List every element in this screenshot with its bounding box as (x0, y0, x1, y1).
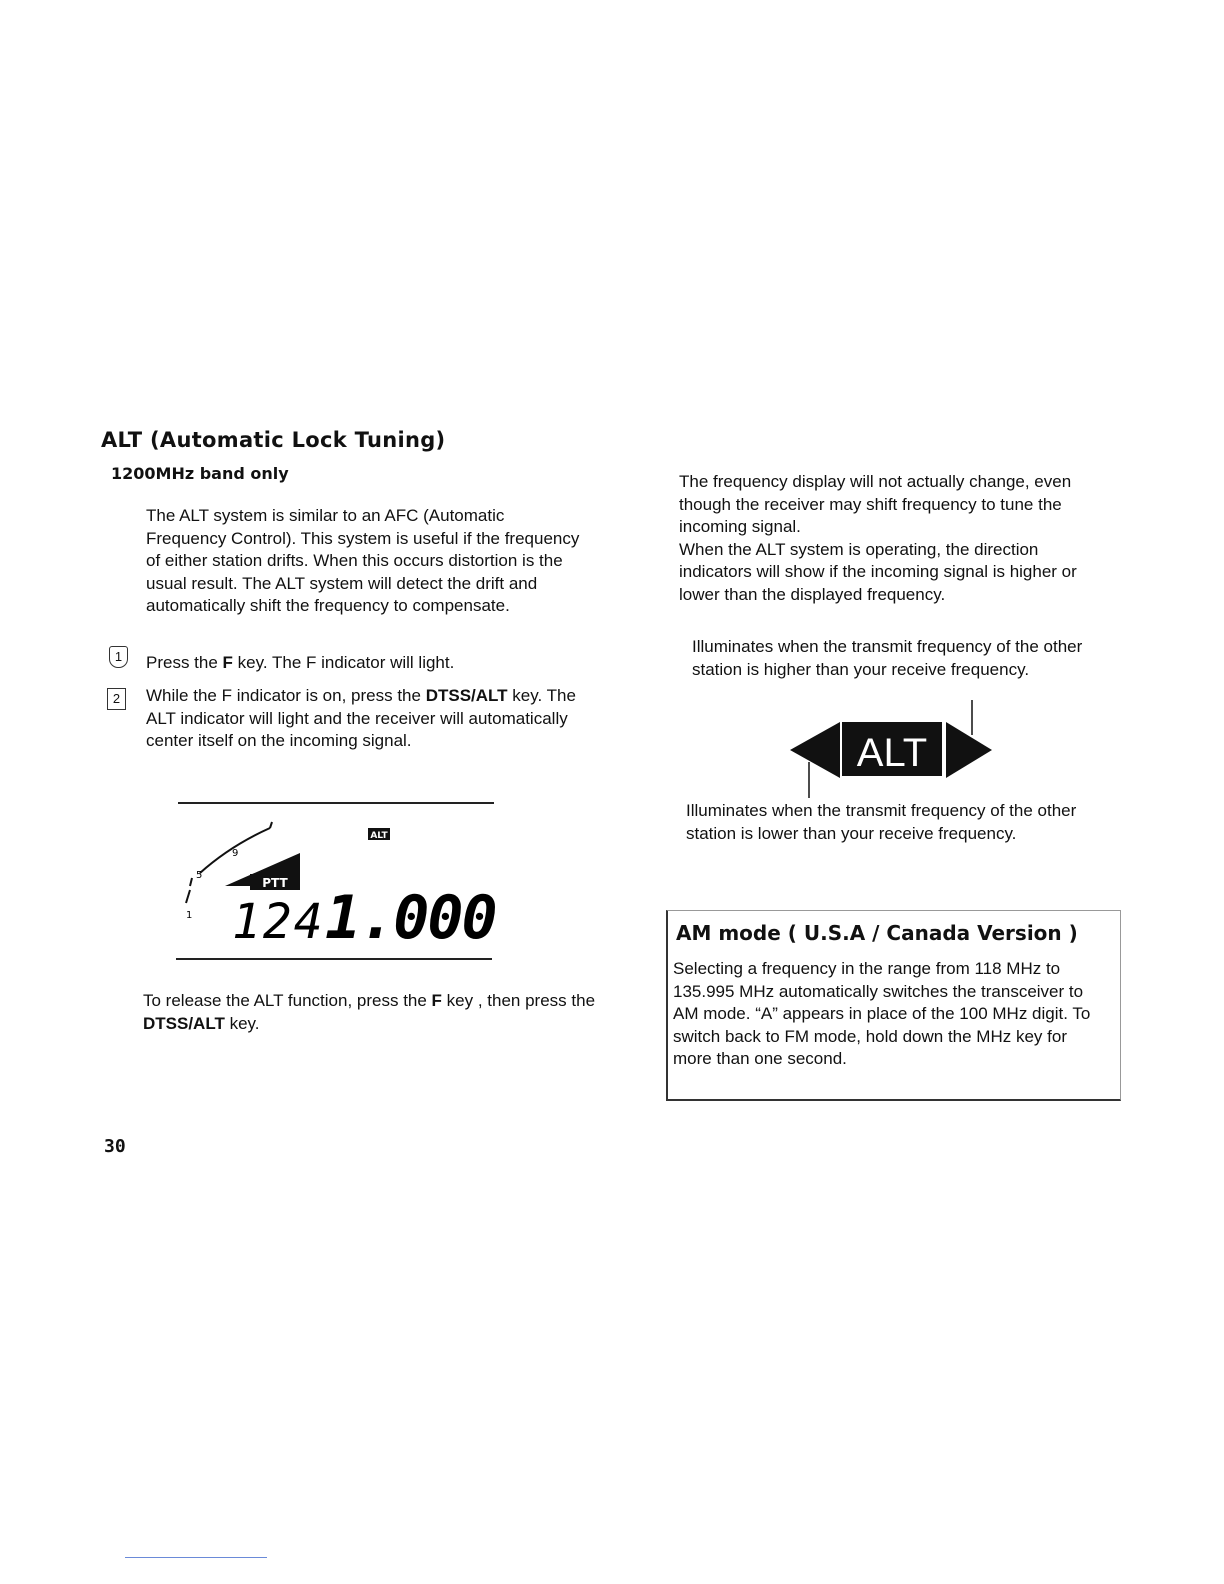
lower-note: Illuminates when the transmit frequency of the other station is lower than your receive frequency. (686, 801, 1077, 843)
bottom-rule (125, 1557, 267, 1558)
higher-note: Illuminates when the transmit frequency of the other station is higher than your receive frequency. (692, 637, 1083, 679)
release-instructions (143, 990, 603, 1035)
lcd-svg (170, 808, 500, 958)
release-pre: To release the ALT function, press the (143, 991, 432, 1010)
release-key-dtss: DTSS/ALT (143, 1013, 225, 1033)
step-2-badge: 2 (107, 688, 126, 710)
alt-indicator-figure (788, 700, 998, 800)
step-1-pre: Press the (146, 653, 223, 672)
figure-top-rule (178, 802, 494, 804)
direction-note: When the ALT system is operating, the direction indicators will show if the incoming signal is higher or lower than the displayed frequency. (679, 539, 1077, 604)
section-title: ALT (Automatic Lock Tuning) (101, 428, 446, 452)
step-1-text (146, 652, 596, 675)
release-post: key. (224, 1013, 260, 1033)
am-mode-text: Selecting a frequency in the range from 118 MHz to 135.995 MHz automatically switches the transceiver to AM mode. “A” appears in place of the 100 MHz digit. To switch back to FM mode, hold down the MHz key for more than one second. (673, 959, 1091, 1068)
alt-indicator-svg (788, 700, 998, 800)
step-2-text (146, 685, 586, 753)
s-scale-1: 1 (186, 910, 193, 921)
lcd-display-figure (170, 808, 500, 958)
figure-bottom-rule (176, 958, 492, 960)
page-number: 30 (104, 1136, 126, 1157)
alt-indicator-label: ALT (856, 731, 928, 775)
higher-arrow-icon (946, 722, 992, 778)
ptt-badge: PTT (262, 876, 288, 890)
display-note: The frequency display will not actually change, even though the receiver may shift frequency to tune the incoming signal. (679, 472, 1072, 536)
step-2-key: DTSS/ALT (425, 686, 508, 705)
step-2-pre: While the F indicator is on, press the (146, 686, 426, 705)
step-1-key: F (222, 653, 233, 672)
step-2-post: key. The ALT indicator will light and the receiver will automatically center itself on the incoming signal. (146, 686, 576, 750)
s-meter-segment-1 (190, 878, 192, 886)
lcd-alt-badge: ALT (370, 831, 388, 841)
intro-paragraph: The ALT system is similar to an AFC (Automatic Frequency Control). This system is useful if the frequency of either station drifts. When this occurs distortion is the usual result. The ALT system will detect the drift and automatically shift the frequency to compensate. (146, 506, 580, 615)
lcd-freq-main: 124 (232, 894, 325, 950)
right-paragraph (679, 471, 1109, 606)
s-scale-9: 9 (232, 848, 239, 859)
am-mode-title: AM mode ( U.S.A / Canada Version ) (676, 921, 1078, 945)
lcd-freq-sub: 1.000 (325, 883, 496, 953)
section-subtitle: 1200MHz band only (111, 464, 289, 483)
lower-arrow-icon (790, 722, 840, 778)
s-meter-left-tick (186, 890, 190, 903)
s-scale-5: 5 (196, 870, 203, 881)
release-key-f: F (431, 991, 442, 1010)
step-1-post: key. The F indicator will light. (232, 653, 455, 672)
s-meter-end (270, 822, 272, 828)
step-1-badge: 1 (109, 646, 128, 668)
release-mid: key , then press the (441, 991, 596, 1010)
